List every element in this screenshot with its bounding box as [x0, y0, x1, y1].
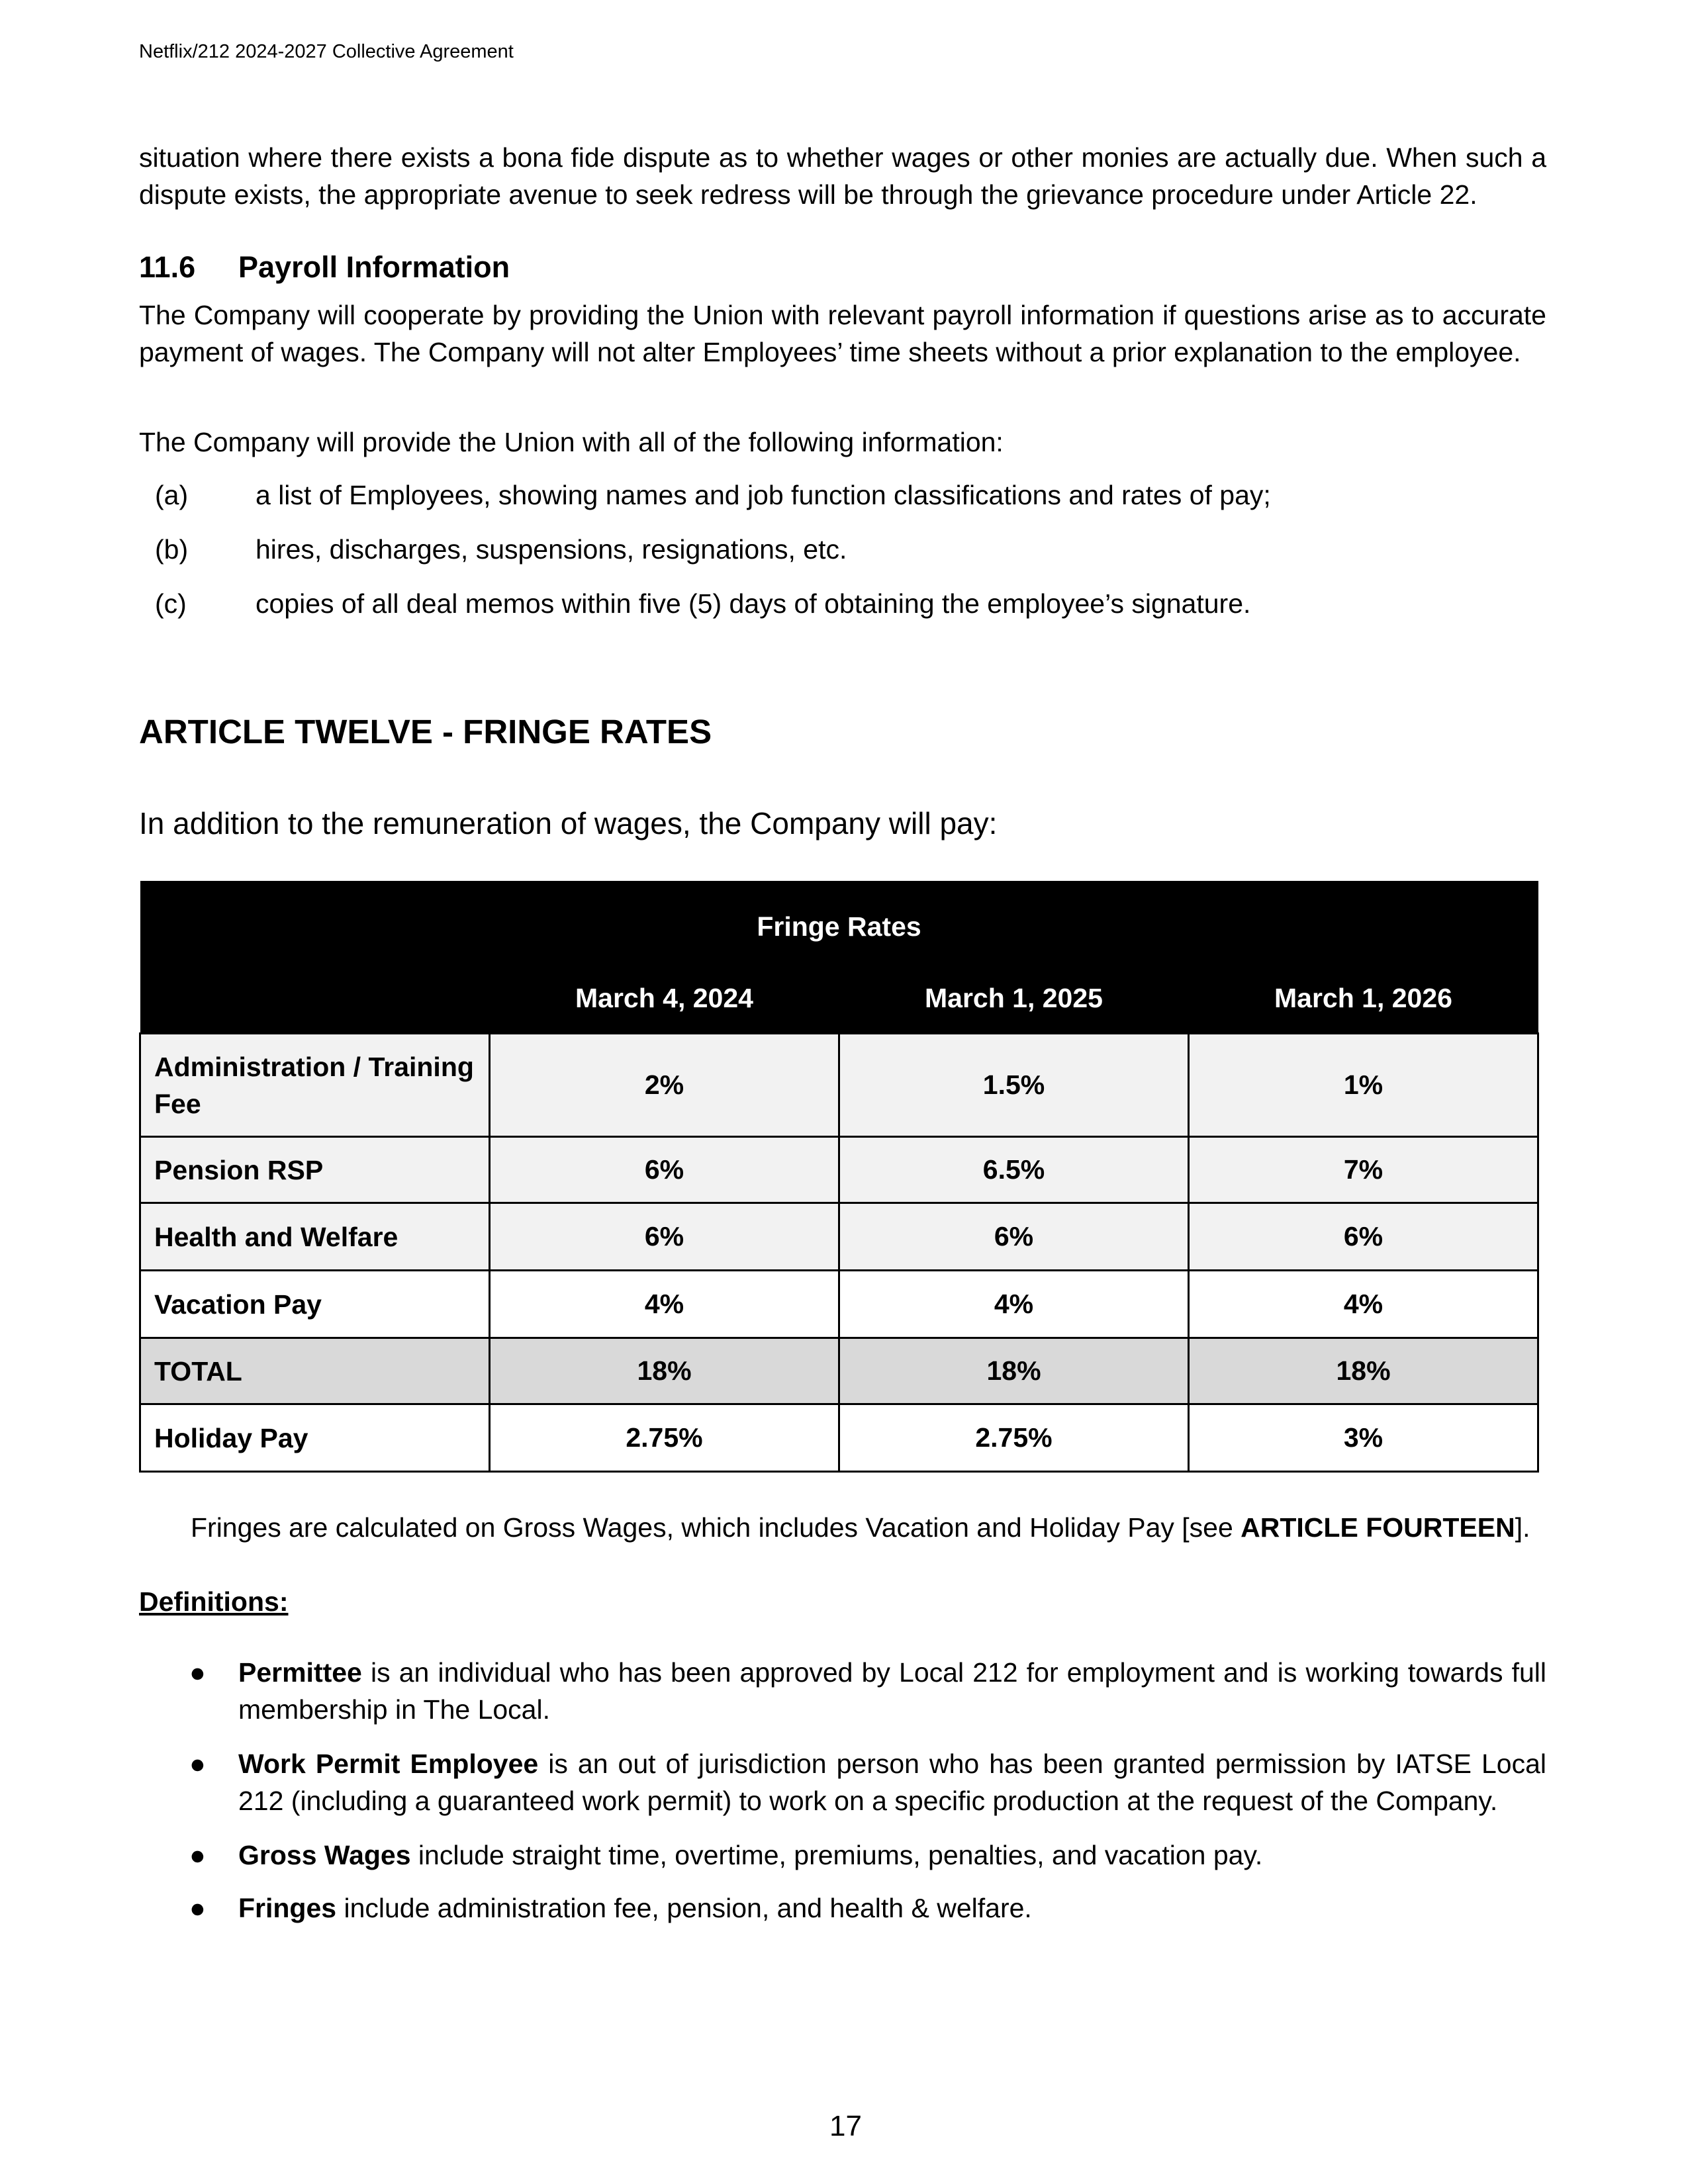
table-cell: 18%	[1189, 1338, 1538, 1404]
continuation-paragraph: situation where there exists a bona fide dispute as to whether wages or other monies are actually due. When such a dispute exists, the appropriate avenue to seek redress will be through the grievance procedure under Article 22.	[139, 142, 1546, 210]
definition-term: Gross Wages	[238, 1840, 411, 1870]
table-cell: 3%	[1189, 1404, 1538, 1472]
table-cell: 6%	[1189, 1203, 1538, 1271]
table-row	[140, 1034, 1538, 1137]
bullet-icon: ●	[189, 1893, 206, 1923]
table-cell: 6%	[490, 1203, 839, 1271]
note-suffix: ].	[1515, 1512, 1530, 1543]
bullet-icon: ●	[189, 1749, 206, 1779]
section-heading	[139, 250, 510, 285]
definition-text: is an individual who has been approved by Local 212 for employment and is working towards full membership in The Local.	[238, 1657, 1546, 1725]
section-number: 11.6	[139, 250, 196, 284]
table-title: Fringe Rates	[140, 881, 1538, 964]
list-marker: (c)	[155, 588, 187, 619]
definition-body	[238, 1745, 1546, 1819]
article-intro: In addition to the remuneration of wages, the Company will pay:	[139, 806, 998, 841]
bullet-icon: ●	[189, 1840, 206, 1870]
list-text: hires, discharges, suspensions, resignations, etc.	[256, 534, 847, 565]
table-cell: 2.75%	[839, 1404, 1189, 1472]
column-header: March 4, 2024	[490, 964, 839, 1034]
table-row-total	[140, 1338, 1538, 1404]
list-marker: (a)	[155, 480, 189, 510]
article-title: ARTICLE TWELVE - FRINGE RATES	[139, 713, 712, 751]
definition-text: include administration fee, pension, and health & welfare.	[336, 1893, 1032, 1923]
definition-text: include straight time, overtime, premiums, penalties, and vacation pay.	[410, 1840, 1263, 1870]
list-text: copies of all deal memos within five (5) days of obtaining the employee’s signature.	[256, 588, 1251, 619]
running-header: Netflix/212 2024-2027 Collective Agreement	[139, 41, 514, 62]
definition-body	[238, 1837, 1546, 1874]
definition-body	[238, 1654, 1546, 1728]
table-cell: 7%	[1189, 1137, 1538, 1203]
definition-item	[139, 1745, 1546, 1819]
note-article-reference: ARTICLE FOURTEEN	[1241, 1512, 1515, 1543]
table-row	[140, 1137, 1538, 1203]
table-row	[140, 1271, 1538, 1338]
table-cell: 2.75%	[490, 1404, 839, 1472]
definition-item	[139, 1654, 1546, 1728]
page-number: 17	[829, 2110, 862, 2142]
row-label: Administration / Training Fee	[140, 1034, 490, 1137]
definition-body	[238, 1889, 1546, 1927]
fringe-note	[191, 1512, 1530, 1543]
list-marker: (b)	[155, 534, 189, 565]
row-label: TOTAL	[140, 1338, 490, 1404]
table-cell: 4%	[1189, 1271, 1538, 1338]
list-text: a list of Employees, showing names and job function classifications and rates of pay;	[256, 480, 1271, 510]
table-cell: 1.5%	[839, 1034, 1189, 1137]
row-label: Vacation Pay	[140, 1271, 490, 1338]
table-cell: 4%	[839, 1271, 1189, 1338]
note-prefix: Fringes are calculated on Gross Wages, which includes Vacation and Holiday Pay [see	[191, 1512, 1241, 1543]
definition-text: is an out of jurisdiction person who has been granted permission by IATSE Local 212 (including a guaranteed work permit) to work on a specific production at the request of the Company.	[238, 1749, 1546, 1816]
table-cell: 6.5%	[839, 1137, 1189, 1203]
row-label: Health and Welfare	[140, 1203, 490, 1271]
definitions-title: Definitions:	[139, 1586, 289, 1617]
column-header: March 1, 2026	[1189, 964, 1538, 1034]
definition-term: Fringes	[238, 1893, 337, 1923]
definition-term: Permittee	[238, 1657, 362, 1688]
row-label: Holiday Pay	[140, 1404, 490, 1472]
table-cell: 18%	[490, 1338, 839, 1404]
definition-item	[139, 1837, 1546, 1874]
definition-term: Work Permit Employee	[238, 1749, 539, 1779]
payroll-paragraph: The Company will cooperate by providing the Union with relevant payroll information if questions arise as to accurate payment of wages. The Company will not alter Employees’ time sheets without a prior explanation to the employee.	[139, 300, 1546, 367]
table-cell: 6%	[839, 1203, 1189, 1271]
information-intro: The Company will provide the Union with all of the following information:	[139, 427, 1004, 457]
table-row	[140, 1203, 1538, 1271]
column-header: March 1, 2025	[839, 964, 1189, 1034]
table-cell: 18%	[839, 1338, 1189, 1404]
table-cell: 6%	[490, 1137, 839, 1203]
section-title: Payroll Information	[238, 250, 510, 284]
table-cell: 4%	[490, 1271, 839, 1338]
table-row	[140, 1404, 1538, 1472]
table-cell: 2%	[490, 1034, 839, 1137]
table-cell: 1%	[1189, 1034, 1538, 1137]
bullet-icon: ●	[189, 1657, 206, 1688]
fringe-rates-table	[139, 881, 1539, 1473]
table-title-row	[140, 881, 1538, 964]
table-header-row	[140, 964, 1538, 1034]
definition-item	[139, 1889, 1546, 1927]
column-header-blank	[140, 964, 490, 1034]
row-label: Pension RSP	[140, 1137, 490, 1203]
